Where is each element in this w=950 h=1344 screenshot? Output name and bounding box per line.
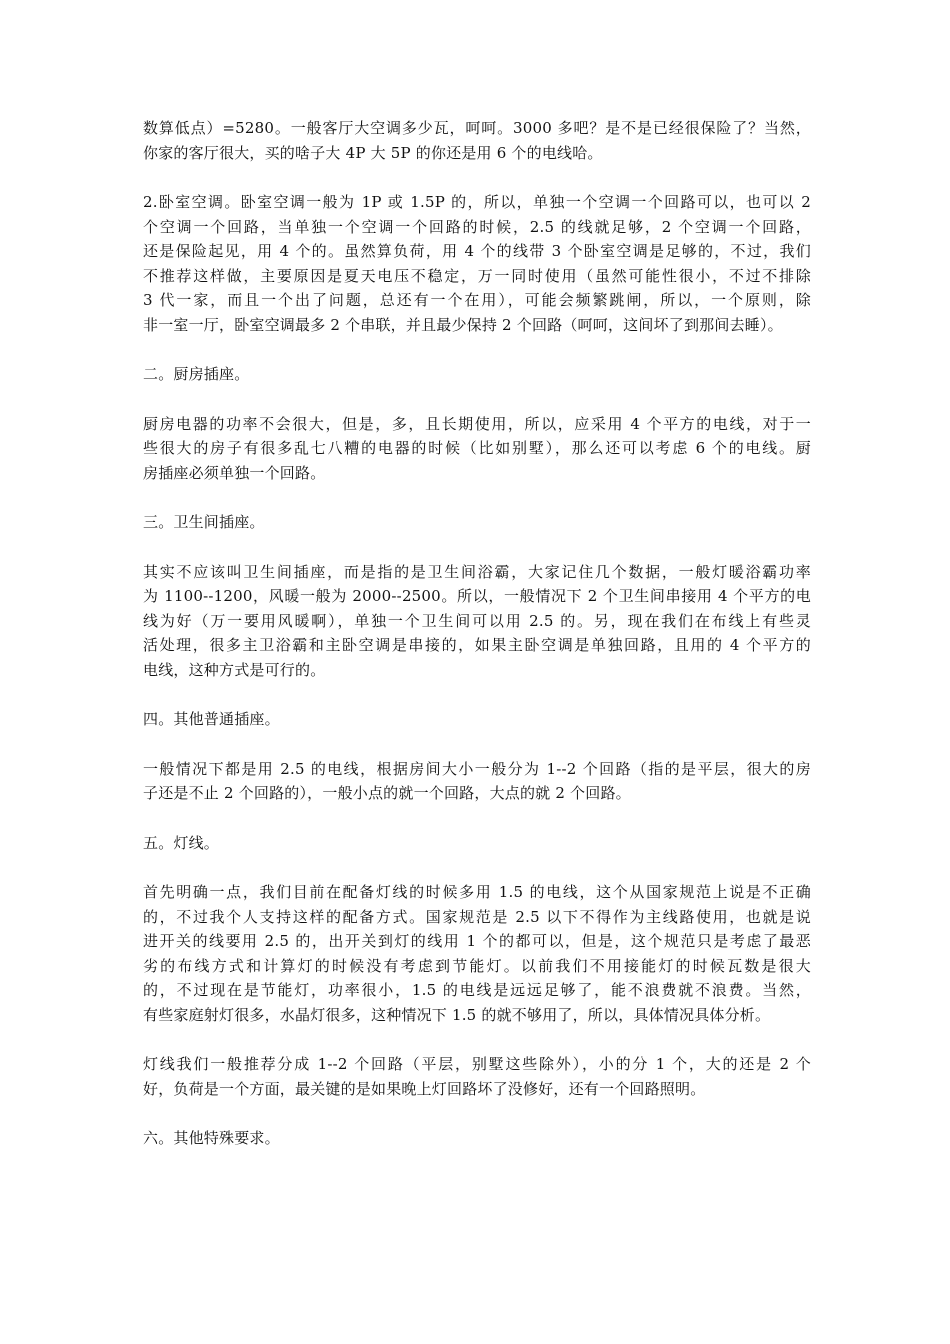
body-paragraph: [143, 116, 811, 165]
paragraph-line: 电线，这种方式是可行的。: [143, 660, 326, 679]
body-paragraph: [143, 190, 811, 337]
paragraph-line: 还是保险起见，用 4 个的。虽然算负荷，用 4 个的线带 3 个卧室空调是足够的，不过，我们: [143, 242, 811, 260]
body-paragraph: [143, 757, 811, 806]
section-heading: 四。其他普通插座。: [143, 710, 280, 728]
paragraph-line: 个空调一个回路，当单独一个空调一个回路的时候，2.5 的线就足够，2 个空调一个回路，: [143, 217, 811, 236]
paragraph-line: 活处理，很多主卫浴霸和主卧空调是串接的，如果主卧空调是单独回路，且用的 4 个平方的: [143, 636, 811, 654]
body-paragraph: [143, 1052, 811, 1101]
paragraph-line: 些很大的房子有很多乱七八糟的电器的时候（比如别墅），那么还可以考虑 6 个的电线。厨: [143, 439, 811, 457]
paragraph-line: 好，负荷是一个方面，最关键的是如果晚上灯回路坏了没修好，还有一个回路照明。: [143, 1079, 706, 1098]
paragraph-line: 进开关的线要用 2.5 的，出开关到灯的线用 1 个的都可以，但是，这个规范只是考虑了最恶: [143, 932, 811, 950]
paragraph-line: 非一室一厅，卧室空调最多 2 个串联，并且最少保持 2 个回路（呵呵，这间坏了到那间去睡）。: [143, 315, 783, 334]
paragraph-line: 数算低点）=5280。一般客厅大空调多少瓦，呵呵。3000 多吧？是不是已经很保险了？当然，: [143, 119, 811, 137]
paragraph-line: 3 代一家，而且一个出了问题，总还有一个在用），可能会频繁跳闸，所以，一个原则，除: [143, 291, 811, 309]
paragraph-line: 厨房电器的功率不会很大，但是，多，且长期使用，所以，应采用 4 个平方的电线，对于一: [143, 414, 811, 433]
paragraph-line: 2.卧室空调。卧室空调一般为 1P 或 1.5P 的，所以，单独一个空调一个回路可以，也可以 2: [143, 193, 811, 211]
paragraph-line: 房插座必须单独一个回路。: [143, 463, 326, 482]
section-heading: 三。卫生间插座。: [143, 513, 265, 531]
document-page: [143, 116, 811, 1176]
paragraph-line: 灯线我们一般推荐分成 1--2 个回路（平层，别墅这些除外），小的分 1 个，大的还是 2 个: [143, 1055, 811, 1073]
paragraph-line: 首先明确一点，我们目前在配备灯线的时候多用 1.5 的电线，这个从国家规范上说是不正确: [143, 883, 811, 901]
paragraph-line: 子还是不止 2 个回路的），一般小点的就一个回路，大点的就 2 个回路。: [143, 784, 631, 802]
paragraph-line: 线为好（万一要用风暖啊），单独一个卫生间可以用 2.5 的。另，现在我们在布线上有些灵: [143, 611, 811, 630]
body-paragraph: [143, 560, 811, 683]
paragraph-line: 的，不过现在是节能灯，功率很小，1.5 的电线是远远足够了，能不浪费就不浪费。当然，: [143, 981, 811, 999]
paragraph-line: 一般情况下都是用 2.5 的电线，根据房间大小一般分为 1--2 个回路（指的是平层，很大的房: [143, 759, 811, 778]
paragraph-line: 有些家庭射灯很多，水晶灯很多，这种情况下 1.5 的就不够用了，所以，具体情况具体分析。: [143, 1005, 771, 1024]
section-heading: 五。灯线。: [143, 833, 220, 852]
paragraph-line: 劣的布线方式和计算灯的时候没有考虑到节能灯。以前我们不用接能灯的时候瓦数是很大: [143, 956, 811, 975]
paragraph-line: 其实不应该叫卫生间插座，而是指的是卫生间浴霸，大家记住几个数据，一般灯暖浴霸功率: [143, 562, 811, 581]
paragraph-line: 不推荐这样做，主要原因是夏天电压不稳定，万一同时使用（虽然可能性很小，不过不排除: [143, 266, 811, 285]
body-paragraph: [143, 412, 811, 486]
section-heading: 二。厨房插座。: [143, 365, 250, 383]
body-paragraph: [143, 880, 811, 1027]
paragraph-line: 为 1100--1200，风暖一般为 2000--2500。所以，一般情况下 2 个卫生间串接用 4 个平方的电: [143, 587, 811, 605]
paragraph-line: 你家的客厅很大，买的啥子大 4P 大 5P 的你还是用 6 个的电线哈。: [143, 143, 603, 162]
section-heading: 六。其他特殊要求。: [143, 1129, 280, 1147]
paragraph-line: 的，不过我个人支持这样的配备方式。国家规范是 2.5 以下不得作为主线路使用，也就是说: [143, 907, 811, 926]
